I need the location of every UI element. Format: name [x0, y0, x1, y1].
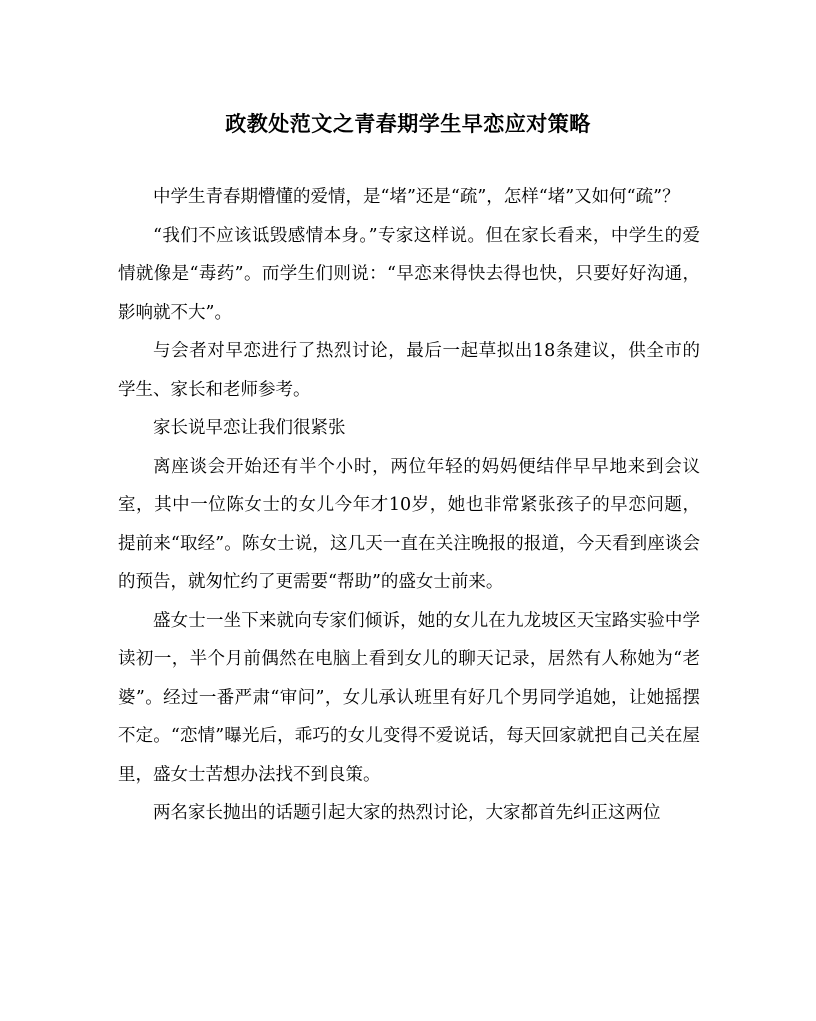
document-body [118, 178, 700, 833]
paragraph: “我们不应该诋毁感情本身。”专家这样说。但在家长看来，中学生的爱情就像是“毒药”。而学生们则说：“早恋来得快去得也快，只要好好沟通，影响就不大”。 [118, 225, 700, 323]
paragraph: 离座谈会开始还有半个小时，两位年轻的妈妈便结伴早早地来到会议室，其中一位陈女士的女儿今年才10岁，她也非常紧张孩子的早恋问题，提前来“取经”。陈女士说，这几天一直在关注晚报的报道，今天看到座谈会的预告，就匆忙约了更需要“帮助”的盛女士前来。 [118, 456, 700, 592]
paragraph: 中学生青春期懵懂的爱情，是“堵”还是“疏”，怎样“堵”又如何“疏”？ [153, 187, 680, 207]
paragraph: 两名家长抛出的话题引起大家的热烈讨论，大家都首先纠正这两位 [153, 803, 661, 823]
document-title: 政教处范文之青春期学生早恋应对策略 [225, 111, 591, 136]
paragraph: 盛女士一坐下来就向专家们倾诉，她的女儿在九龙坡区天宝路实验中学读初一，半个月前偶然在电脑上看到女儿的聊天记录，居然有人称她为“老婆”。经过一番严肃“审问”，女儿承认班里有好几个男同学追她，让她摇摆不定。“恋情”曝光后，乖巧的女儿变得不爱说话，每天回家就把自己关在屋里，盛女士苦想办法找不到良策。 [118, 610, 700, 785]
section-heading: 家长说早恋让我们很紧张 [153, 418, 346, 438]
paragraph: 与会者对早恋进行了热烈讨论，最后一起草拟出18条建议，供全市的学生、家长和老师参考。 [118, 341, 700, 400]
